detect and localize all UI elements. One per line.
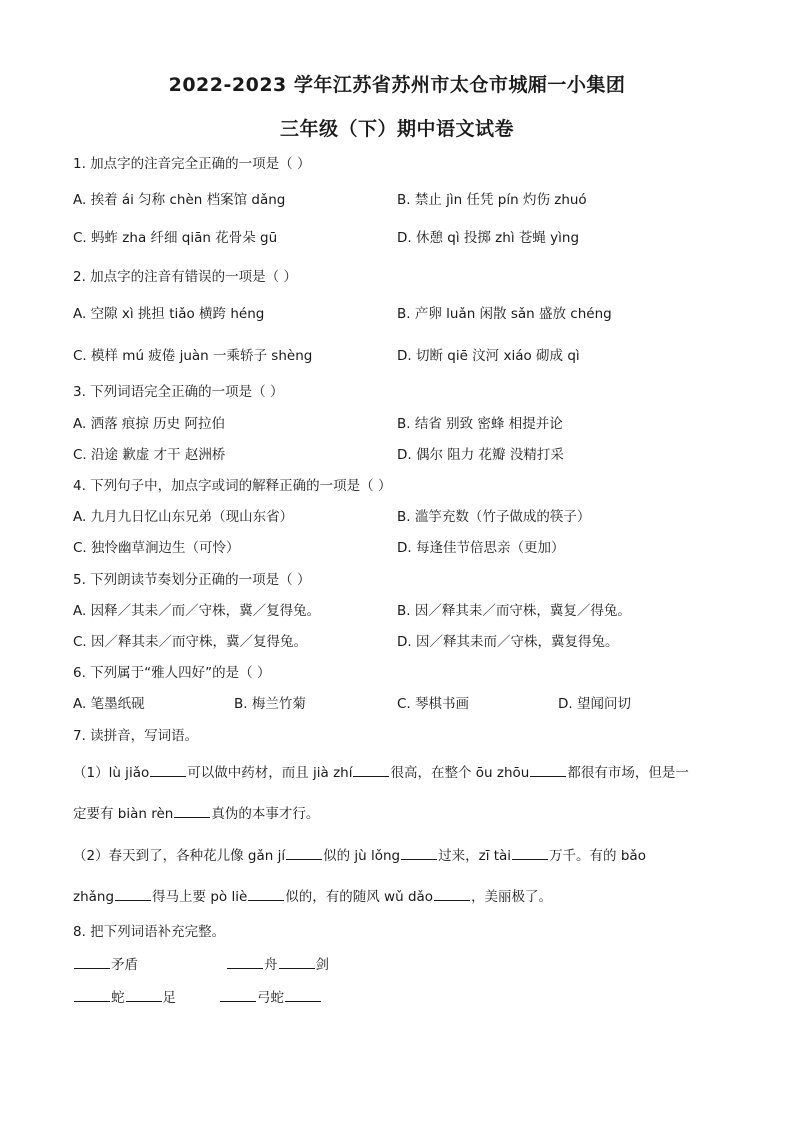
question-2-stem: 2. 加点字的注音有错误的一项是（ ） [73, 269, 297, 285]
text: 万千。有的 bǎo [549, 848, 646, 864]
question-1-option-b[interactable]: B. 禁止 jìn 任凭 pín 灼伤 zhuó [397, 192, 587, 208]
idiom-text: 矛盾 [111, 957, 138, 973]
page-title-line-1: 2022-2023 学年江苏省苏州市太仓市城厢一小集团 [168, 74, 626, 96]
answer-blank[interactable] [285, 987, 321, 1002]
question-2-option-d[interactable]: D. 切断 qiē 汶河 xiáo 砌成 qì [397, 348, 580, 364]
question-5-option-d[interactable]: D. 因／释其耒而／守株，冀复得兔。 [397, 634, 619, 650]
answer-blank[interactable] [401, 845, 437, 860]
question-1-option-d[interactable]: D. 休憩 qì 投掷 zhì 苍蝇 yìng [397, 230, 580, 246]
idiom-1 [73, 953, 138, 973]
answer-blank[interactable] [220, 987, 256, 1002]
question-2-option-a[interactable]: A. 空隙 xì 挑担 tiǎo 横跨 héng [73, 306, 265, 322]
answer-blank[interactable] [279, 954, 315, 969]
idiom-text: 舟 [264, 957, 278, 973]
question-1-option-c[interactable]: C. 蚂蚱 zha 纤细 qiān 花骨朵 gū [73, 230, 278, 246]
question-8-stem: 8. 把下列词语补充完整。 [73, 924, 226, 940]
question-6-stem: 6. 下列属于“雅人四好”的是（ ） [73, 665, 271, 681]
answer-blank[interactable] [115, 886, 151, 901]
page-title-line-2: 三年级（下）期中语文试卷 [279, 118, 514, 140]
answer-blank[interactable] [227, 954, 263, 969]
question-2-option-b[interactable]: B. 产卵 luǎn 闲散 sǎn 盛放 chéng [397, 306, 612, 322]
idiom-3 [73, 986, 176, 1006]
question-7-part-1-line-2 [73, 802, 319, 822]
question-2-option-c[interactable]: C. 模样 mú 疲倦 juàn 一乘轿子 shèng [73, 348, 313, 364]
question-1-option-a[interactable]: A. 挨着 ái 匀称 chèn 档案馆 dǎng [73, 192, 286, 208]
question-3-option-b[interactable]: B. 结省 别致 密蜂 相提并论 [397, 416, 563, 432]
question-6-option-a[interactable]: A. 笔墨纸砚 [73, 696, 145, 712]
idiom-text: 弓蛇 [257, 990, 284, 1006]
question-6-option-b[interactable]: B. 梅兰竹菊 [234, 696, 306, 712]
answer-blank[interactable] [126, 987, 162, 1002]
question-5-stem: 5. 下列朗读节奏划分正确的一项是（ ） [73, 572, 311, 588]
answer-blank[interactable] [512, 845, 548, 860]
text: 似的 jù lǒng [323, 848, 401, 864]
text: ，美丽极了。 [471, 889, 553, 905]
question-3-option-d[interactable]: D. 偶尔 阻力 花瓣 没精打采 [397, 447, 564, 463]
question-7-part-2-line-2 [73, 885, 552, 905]
question-7-stem: 7. 读拼音，写词语。 [73, 728, 199, 744]
question-4-option-c[interactable]: C. 独怜幽草涧边生（可怜） [73, 540, 240, 556]
idiom-text: 足 [162, 990, 176, 1006]
question-6-option-d[interactable]: D. 望闻问切 [558, 696, 631, 712]
idiom-2 [226, 953, 329, 973]
question-5-option-b[interactable]: B. 因／释其耒／而守株，冀复／得兔。 [397, 603, 631, 619]
text: 得马上要 pò liè [152, 889, 248, 905]
answer-blank[interactable] [530, 762, 566, 777]
text: 似的，有的随风 wǔ dǎo [285, 889, 434, 905]
text: 都很有市场，但是一 [567, 765, 689, 781]
idiom-text: 蛇 [111, 990, 125, 1006]
answer-blank[interactable] [74, 987, 110, 1002]
answer-blank[interactable] [353, 762, 389, 777]
question-4-option-a[interactable]: A. 九月九日忆山东兄弟（现山东省） [73, 509, 294, 525]
idiom-text: 剑 [315, 957, 329, 973]
question-5-option-a[interactable]: A. 因释／其耒／而／守株，冀／复得兔。 [73, 603, 321, 619]
question-7-part-1-line-1 [73, 761, 689, 781]
question-5-option-c[interactable]: C. 因／释其耒／而守株，冀／复得兔。 [73, 634, 308, 650]
question-4-stem: 4. 下列句子中，加点字或词的解释正确的一项是（ ） [73, 478, 392, 494]
text: 很高，在整个 ōu zhōu [390, 765, 530, 781]
answer-blank[interactable] [74, 954, 110, 969]
question-3-option-a[interactable]: A. 洒落 痕掠 历史 阿拉伯 [73, 416, 225, 432]
question-4-option-b[interactable]: B. 滥竽充数（竹子做成的筷子） [397, 509, 591, 525]
text: 过来，zī tài [438, 848, 512, 864]
text: zhǎng [73, 889, 115, 905]
answer-blank[interactable] [434, 886, 470, 901]
question-6-option-c[interactable]: C. 琴棋书画 [397, 696, 470, 712]
text: （2）春天到了，各种花儿像 gǎn jí [73, 848, 286, 864]
answer-blank[interactable] [248, 886, 284, 901]
question-3-stem: 3. 下列词语完全正确的一项是（ ） [73, 384, 284, 400]
idiom-4 [219, 986, 322, 1006]
answer-blank[interactable] [174, 803, 210, 818]
question-1-stem: 1. 加点字的注音完全正确的一项是（ ） [73, 156, 311, 172]
text: 定要有 biàn rèn [73, 806, 174, 822]
answer-blank[interactable] [150, 762, 186, 777]
answer-blank[interactable] [286, 845, 322, 860]
question-7-part-2-line-1 [73, 844, 646, 864]
text: （1）lù jiǎo [73, 765, 150, 781]
text: 真伪的本事才行。 [211, 806, 320, 822]
question-3-option-c[interactable]: C. 沿途 歉虚 才干 赵洲桥 [73, 447, 226, 463]
text: 可以做中药材，而且 jià zhí [187, 765, 353, 781]
question-4-option-d[interactable]: D. 每逢佳节倍思亲（更加） [397, 540, 565, 556]
